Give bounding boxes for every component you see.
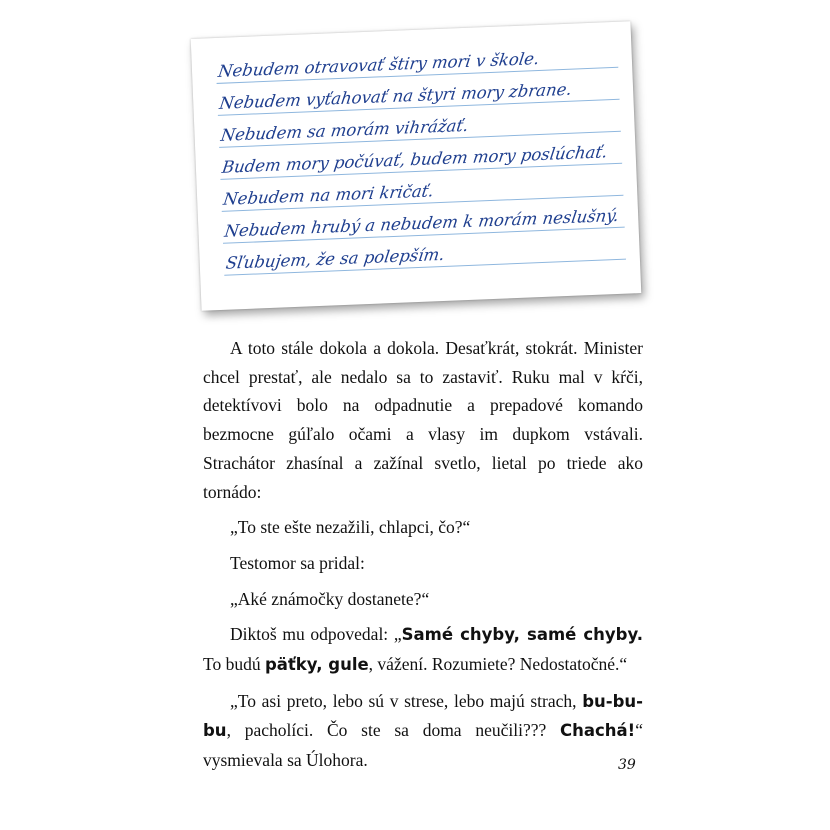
card-line: Nebudem na mori kričať.	[222, 196, 624, 212]
body-text	[203, 334, 643, 775]
paragraph: A toto stále dokola a dokola. Desaťkrát, stokrát. Minister chcel prestať, ale nedalo sa to zastaviť. Ruku mal v kŕči, detektívovi bolo na odpadnutie a prepadové komando bezmocne gúľalo očami a vlasy im dupkom vstávali. Strachátor zhasínal a zažínal svetlo, lietal po triede ako tornádo:	[203, 338, 643, 502]
bold-phrase: Samé chyby, samé chyby.	[401, 625, 643, 645]
card-line: Nebudem otravovať štiry mori v škole.	[217, 68, 619, 84]
bold-phrase: Chachá!	[560, 721, 636, 741]
card-line: Nebudem hrubý a nebudem k morám neslušný.	[223, 228, 625, 244]
bold-phrase: bu-bu-bu	[203, 691, 643, 741]
card-line: Sľubujem, že sa polepším.	[224, 260, 626, 276]
bold-phrase: päťky, gule	[264, 655, 369, 675]
card-line: Nebudem vyťahovať na štyri mory zbrane.	[218, 100, 620, 116]
paragraph: Diktoš mu odpovedal: „Samé chyby, samé chyby. To budú päťky, gule, vážení. Rozumiete? Nedostatočné.“	[203, 624, 643, 675]
paragraph: „Aké známočky dostanete?“	[230, 588, 430, 609]
page-number: 39	[618, 757, 636, 773]
paragraph: „To asi preto, lebo sú v strese, lebo majú strach, bu-bu-bu, pacholíci. Čo ste sa doma neučili??? Chachá!“ vysmievala sa Úlohora.	[203, 690, 643, 771]
card-line: Budem mory počúvať, budem mory poslúchať.	[220, 164, 622, 180]
paragraph: „To ste ešte nezažili, chlapci, čo?“	[230, 517, 471, 538]
paragraph: Testomor sa pridal:	[230, 552, 365, 573]
handwritten-card	[191, 21, 642, 310]
card-line: Nebudem sa morám vihrážať.	[219, 132, 621, 148]
